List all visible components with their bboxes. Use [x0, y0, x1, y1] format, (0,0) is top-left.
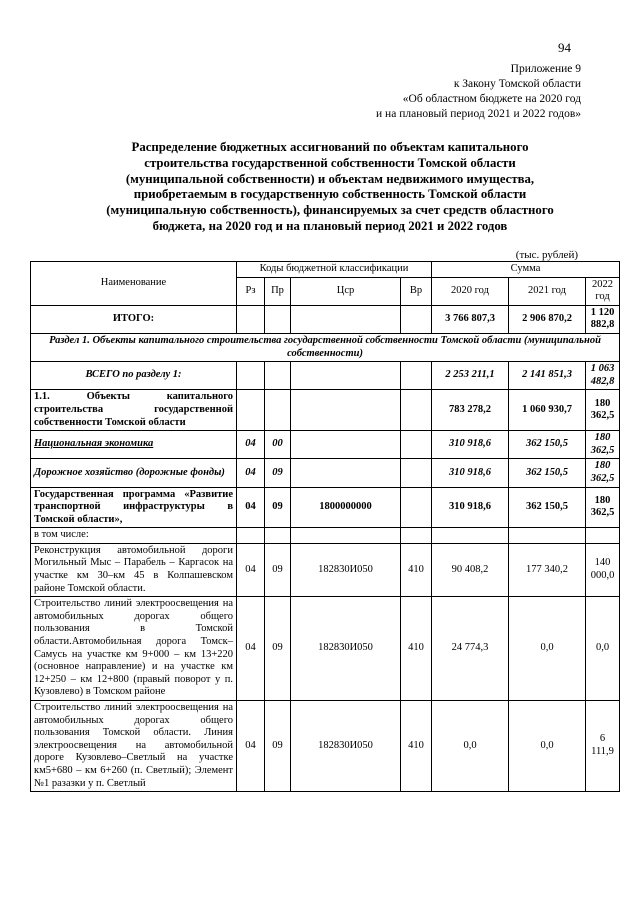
national-economy-2021: 362 150,5 — [509, 431, 586, 459]
item-pr: 09 — [265, 543, 291, 596]
empty-cell — [291, 362, 401, 390]
item-2020: 0,0 — [432, 701, 509, 792]
item-2020: 24 774,3 — [432, 597, 509, 701]
item-rz: 04 — [237, 597, 265, 701]
item-2020: 90 408,2 — [432, 543, 509, 596]
empty-cell — [291, 431, 401, 459]
item-rz: 04 — [237, 701, 265, 792]
empty-cell — [237, 362, 265, 390]
road-economy-row — [31, 459, 620, 487]
road-economy-pr: 09 — [265, 459, 291, 487]
item-2021: 0,0 — [509, 597, 586, 701]
item-csr: 182830И050 — [291, 701, 401, 792]
budget-table — [30, 261, 620, 792]
national-economy-row — [31, 431, 620, 459]
section-total-label: ВСЕГО по разделу 1: — [31, 362, 237, 390]
appendix-line: Приложение 9 — [510, 63, 581, 75]
header-codes: Коды бюджетной классификации — [237, 262, 432, 278]
empty-cell — [265, 362, 291, 390]
item-name: Строительство линий электроосвещения на автомобильных дорогах общего пользования Томской области. Линия электроосвещения на автомобильной дороге Кузовлево–Светлый на участке км5+680 – км 6+260 (п. Светлый); Элемент №1 разазки у п. Светлый — [31, 701, 237, 792]
page-number: 94 — [558, 40, 571, 55]
header-sum: Сумма — [432, 262, 620, 278]
subsection-label: 1.1. Объекты капитального строительства государственной собственности Томской области — [31, 390, 237, 431]
empty-cell — [401, 362, 432, 390]
program-2021: 362 150,5 — [509, 487, 586, 528]
appendix-note — [376, 62, 581, 122]
program-2020: 310 918,6 — [432, 487, 509, 528]
road-economy-rz: 04 — [237, 459, 265, 487]
empty-cell — [401, 459, 432, 487]
table-row — [31, 543, 620, 596]
empty-cell — [401, 431, 432, 459]
header-2021: 2021 год — [509, 277, 586, 305]
national-economy-2022: 180 362,5 — [586, 431, 620, 459]
including-row — [31, 528, 620, 544]
section-total-2021: 2 141 851,3 — [509, 362, 586, 390]
empty-cell — [265, 305, 291, 333]
table-row — [31, 701, 620, 792]
national-economy-label: Национальная экономика — [31, 431, 237, 459]
program-csr: 1800000000 — [291, 487, 401, 528]
units-note: (тыс. рублей) — [515, 249, 578, 261]
empty-cell — [291, 528, 401, 544]
title-line: Распределение бюджетных ассигнований по объектам капитального — [131, 140, 529, 154]
total-2021: 2 906 870,2 — [509, 305, 586, 333]
including-label: в том числе: — [31, 528, 237, 544]
empty-cell — [265, 390, 291, 431]
empty-cell — [237, 528, 265, 544]
title-line: приобретаемым в государственную собственность Томской области — [133, 187, 527, 202]
appendix-line: «Об областном бюджете на 2020 год — [402, 93, 581, 105]
empty-cell — [401, 528, 432, 544]
item-2022: 0,0 — [586, 597, 620, 701]
header-csr: Цср — [291, 277, 401, 305]
empty-cell — [265, 528, 291, 544]
empty-cell — [586, 528, 620, 544]
item-2022: 140 000,0 — [586, 543, 620, 596]
road-economy-2022: 180 362,5 — [586, 459, 620, 487]
road-economy-2021: 362 150,5 — [509, 459, 586, 487]
national-economy-pr: 00 — [265, 431, 291, 459]
item-name: Реконструкция автомобильной дороги Могильный Мыс – Парабель – Каргасок на участке км 30–км 45 в Колпашевском районе Томской области. — [31, 543, 237, 596]
empty-cell — [509, 528, 586, 544]
item-vr: 410 — [401, 701, 432, 792]
section-total-2022: 1 063 482,8 — [586, 362, 620, 390]
item-csr: 182830И050 — [291, 597, 401, 701]
empty-cell — [432, 528, 509, 544]
program-2022: 180 362,5 — [586, 487, 620, 528]
item-2021: 0,0 — [509, 701, 586, 792]
table-row — [31, 597, 620, 701]
document-title — [60, 140, 600, 235]
program-pr: 09 — [265, 487, 291, 528]
national-economy-rz: 04 — [237, 431, 265, 459]
item-pr: 09 — [265, 701, 291, 792]
header-2022: 2022 год — [586, 277, 620, 305]
header-vr: Вр — [401, 277, 432, 305]
empty-cell — [291, 459, 401, 487]
road-economy-2020: 310 918,6 — [432, 459, 509, 487]
item-pr: 09 — [265, 597, 291, 701]
national-economy-2020: 310 918,6 — [432, 431, 509, 459]
subsection-row — [31, 390, 620, 431]
section-title-row — [31, 333, 620, 361]
empty-cell — [237, 390, 265, 431]
section-total-row — [31, 362, 620, 390]
empty-cell — [237, 305, 265, 333]
item-csr: 182830И050 — [291, 543, 401, 596]
empty-cell — [401, 305, 432, 333]
program-row — [31, 487, 620, 528]
total-label: ИТОГО: — [31, 305, 237, 333]
appendix-line: и на плановый период 2021 и 2022 годов» — [376, 108, 581, 120]
empty-cell — [401, 487, 432, 528]
item-vr: 410 — [401, 597, 432, 701]
title-line: бюджета, на 2020 год и на плановый период 2021 и 2022 годов — [152, 218, 508, 233]
item-name: Строительство линий электроосвещения на автомобильных дорогах общего пользования в Томской области.Автомобильная дорога Томск–Самусь на участке км 9+000 – км 13+220 (основное направление) и на участке км 12+250 – км 12+800 (правый поворот у п. Кузовлево) в Томском районе — [31, 597, 237, 701]
total-2022: 1 120 882,8 — [586, 305, 620, 333]
title-line: (муниципальную собственность), финансируемых за счет средств областного — [106, 203, 554, 218]
section-total-2020: 2 253 211,1 — [432, 362, 509, 390]
section-title: Раздел 1. Объекты капитального строительства государственной собственности Томской области (муниципальной собственности) — [31, 333, 620, 361]
program-label: Государственная программа «Развитие транспортной инфраструктуры в Томской области», — [31, 487, 237, 528]
subsection-2021: 1 060 930,7 — [509, 390, 586, 431]
header-name: Наименование — [31, 262, 237, 306]
item-vr: 410 — [401, 543, 432, 596]
empty-cell — [291, 390, 401, 431]
empty-cell — [291, 305, 401, 333]
item-2022: 6 111,9 — [586, 701, 620, 792]
header-pr: Пр — [265, 277, 291, 305]
appendix-line: к Закону Томской области — [453, 78, 581, 90]
item-2021: 177 340,2 — [509, 543, 586, 596]
road-economy-label: Дорожное хозяйство (дорожные фонды) — [31, 459, 237, 487]
header-2020: 2020 год — [432, 277, 509, 305]
total-row — [31, 305, 620, 333]
item-rz: 04 — [237, 543, 265, 596]
header-rz: Рз — [237, 277, 265, 305]
title-line: (муниципальной собственности) и объектам недвижимого имущества, — [125, 171, 535, 186]
title-line: строительства государственной собственности Томской области — [144, 155, 516, 170]
empty-cell — [401, 390, 432, 431]
subsection-2022: 180 362,5 — [586, 390, 620, 431]
program-rz: 04 — [237, 487, 265, 528]
header-row — [31, 262, 620, 278]
subsection-2020: 783 278,2 — [432, 390, 509, 431]
total-2020: 3 766 807,3 — [432, 305, 509, 333]
